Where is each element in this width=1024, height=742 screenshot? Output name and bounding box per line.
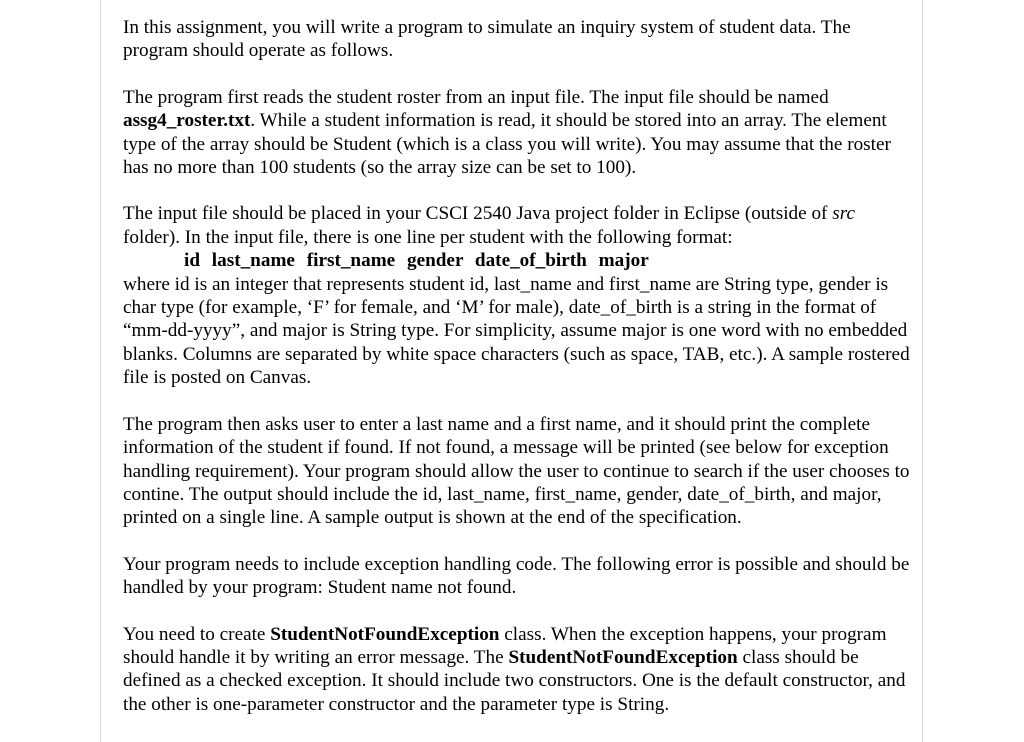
src-folder-name: src [832, 203, 855, 225]
page-border-left [100, 0, 101, 742]
document-body [123, 16, 913, 716]
paragraph-file-format-text-a: The input file should be placed in your CSCI 2540 Java project folder in Eclipse (outside of [123, 203, 833, 225]
record-format-line: id last_name first_name gender date_of_birth major [184, 250, 649, 272]
paragraph-file-format [123, 202, 913, 389]
paragraph-file-format-text-c: where id is an integer that represents student id, last_name and first_name are String type, gender is char type (for example, ‘F’ for female, and ‘M’ for male), date_of_birth is a string in the format of “mm-dd-yyyy”, and major is String type. For simplicity, assume major is one word with no embedded blanks. Columns are separated by white space characters (such as space, TAB, etc.). A sample rostered file is posted on Canvas. [123, 273, 910, 389]
page-border-right [922, 0, 923, 742]
paragraph-search: The program then asks user to enter a last name and a first name, and it should print the complete information of the student if found. If not found, a message will be printed (see below for exception handling requirement). Your program should allow the user to continue to search if the user chooses to contine. The output should include the id, last_name, first_name, gender, date_of_birth, and major, printed on a single line. A sample output is shown at the end of the specification. [123, 413, 910, 529]
paragraph-file-format-text-b: folder). In the input file, there is one line per student with the following format: [123, 226, 733, 248]
paragraph-exception-class-text-c: class should be defined as a checked exception. It should include two constructors. One is the default constructor, and the other is one-parameter constructor and the parameter type is String. [123, 646, 906, 715]
paragraph-intro: In this assignment, you will write a program to simulate an inquiry system of student data. The program should operate as follows. [123, 17, 851, 62]
input-filename: assg4_roster.txt [123, 110, 251, 132]
paragraph-input-file [123, 86, 913, 180]
paragraph-input-file-text-a: The program first reads the student roster from an input file. The input file should be named [123, 86, 829, 108]
paragraph-exception-class [123, 623, 913, 717]
paragraph-input-file-text-b: . While a student information is read, it should be stored into an array. The element type of the array should be Student (which is a class you will write). You may assume that the roster has no more than 100 students (so the array size can be set to 100). [123, 110, 891, 179]
exception-class-name: StudentNotFoundException [270, 623, 500, 645]
paragraph-exception-handling: Your program needs to include exception handling code. The following error is possible and should be handled by your program: Student name not found. [123, 553, 910, 599]
paragraph-exception-class-text-a: You need to create [123, 623, 271, 645]
exception-class-name-2: StudentNotFoundException [508, 646, 738, 668]
paragraph-exception-class-text-b: class. When the exception happens, your program should handle it by writing an error message. The [123, 623, 887, 668]
